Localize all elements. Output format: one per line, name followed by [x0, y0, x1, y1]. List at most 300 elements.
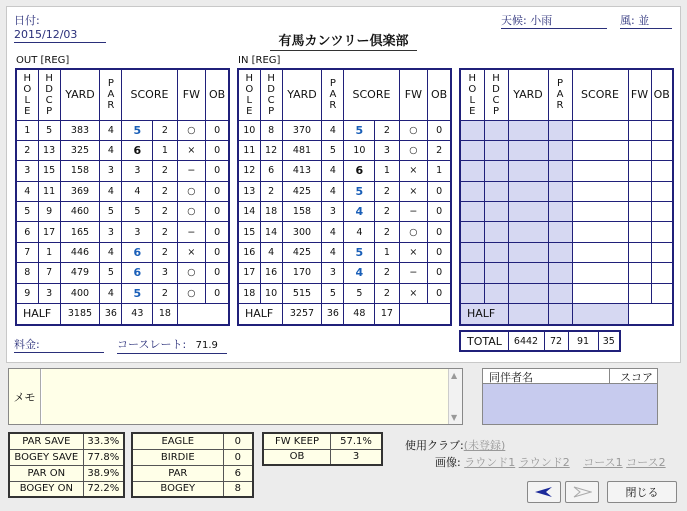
score-cell: 5: [344, 283, 375, 303]
hdcp-cell: 10: [260, 283, 282, 303]
empty-cell: [548, 120, 572, 140]
stat-value: 3: [331, 449, 382, 465]
empty-cell: [548, 242, 572, 262]
score-cell: 5: [344, 181, 375, 201]
empty-hole-row: [460, 181, 673, 201]
hdcp-cell: 5: [38, 120, 60, 140]
hole-cell: 9: [16, 283, 38, 303]
hole-cell: 15: [238, 222, 260, 242]
next-button[interactable]: [565, 481, 599, 503]
empty-hole-row: [460, 140, 673, 160]
par-cell: 5: [100, 263, 122, 283]
par-cell: 4: [322, 181, 344, 201]
fw-cell: ×: [177, 140, 206, 160]
extra-score-table: [459, 68, 674, 326]
arrow-right-icon: [572, 486, 592, 498]
hole-row: [16, 263, 229, 283]
hole-cell: 8: [16, 263, 38, 283]
hole-cell: 10: [238, 120, 260, 140]
empty-hole-row: [460, 222, 673, 242]
stat-label: BIRDIE: [132, 449, 223, 465]
putts-cell: 2: [153, 283, 177, 303]
empty-cell: [508, 140, 548, 160]
hole-cell: 2: [16, 140, 38, 160]
score-cell: 4: [344, 222, 375, 242]
wind-field: 風: 並: [620, 14, 672, 29]
hole-row: [238, 140, 451, 160]
stat-label: BOGEY ON: [9, 481, 83, 497]
ob-cell: 0: [206, 222, 229, 242]
club-name: 有馬カンツリー倶楽部: [270, 34, 417, 51]
ob-cell: 0: [428, 263, 451, 283]
empty-cell: [484, 263, 508, 283]
yard-cell: 370: [282, 120, 322, 140]
arrow-left-icon: [534, 486, 554, 498]
empty-cell: [508, 222, 548, 242]
putts-cell: 3: [375, 140, 399, 160]
empty-cell: [508, 283, 548, 303]
empty-cell: [484, 283, 508, 303]
stat-label: EAGLE: [132, 433, 223, 449]
hdcp-cell: 11: [38, 181, 60, 201]
fw-cell: ×: [399, 242, 428, 262]
empty-hole-row: [460, 120, 673, 140]
par-cell: 5: [100, 202, 122, 222]
score-cell: 5: [122, 283, 153, 303]
stat-value: 0: [223, 449, 253, 465]
putts-cell: 2: [375, 202, 399, 222]
scroll-down-icon[interactable]: ▼: [451, 413, 458, 422]
hole-cell: 11: [238, 140, 260, 160]
stats-table-counts: [131, 432, 254, 498]
stat-row: [9, 481, 124, 497]
hdcp-cell: 18: [260, 202, 282, 222]
putts-cell: 1: [153, 140, 177, 160]
par-cell: 3: [100, 222, 122, 242]
image-link-round1[interactable]: ラウンド1: [464, 456, 516, 469]
putts-cell: 2: [153, 120, 177, 140]
empty-cell: [572, 263, 628, 283]
col-fw: FW: [177, 69, 206, 120]
yard-cell: 383: [60, 120, 100, 140]
stat-value: 77.8%: [83, 449, 124, 465]
hole-row: [238, 242, 451, 262]
stat-row: [132, 481, 253, 497]
out-half-row: HALF 3185 36 43 18: [16, 304, 229, 325]
putts-cell: 2: [375, 283, 399, 303]
empty-cell: [628, 263, 651, 283]
empty-cell: [651, 161, 673, 181]
empty-cell: [460, 222, 484, 242]
empty-cell: [628, 283, 651, 303]
par-cell: 4: [100, 242, 122, 262]
col-hdcp: H D C P: [38, 69, 60, 120]
empty-cell: [628, 222, 651, 242]
stat-label: PAR SAVE: [9, 433, 83, 449]
stat-label: PAR ON: [9, 465, 83, 481]
stat-label: FW KEEP: [263, 433, 331, 449]
ob-cell: 1: [428, 161, 451, 181]
images-label: 画像:: [435, 456, 461, 469]
empty-cell: [460, 202, 484, 222]
ob-cell: 0: [428, 242, 451, 262]
col-fw: FW: [628, 69, 651, 120]
par-cell: 3: [322, 263, 344, 283]
empty-cell: [508, 161, 548, 181]
out-title: OUT [REG]: [16, 55, 70, 66]
empty-cell: [460, 242, 484, 262]
companions-body[interactable]: [483, 384, 657, 424]
empty-cell: [484, 222, 508, 242]
hole-cell: 1: [16, 120, 38, 140]
col-score: SCORE: [344, 69, 399, 120]
stat-value: 33.3%: [83, 433, 124, 449]
empty-cell: [548, 181, 572, 201]
empty-cell: [548, 222, 572, 242]
par-cell: 4: [322, 120, 344, 140]
ob-cell: 0: [206, 263, 229, 283]
empty-cell: [651, 263, 673, 283]
stat-value: 72.2%: [83, 481, 124, 497]
empty-cell: [460, 181, 484, 201]
hole-row: [238, 181, 451, 201]
score-cell: 10: [344, 140, 375, 160]
score-cell: 3: [122, 222, 153, 242]
score-cell: 3: [122, 161, 153, 181]
putts-cell: 1: [375, 161, 399, 181]
hole-row: [16, 140, 229, 160]
fw-cell: ○: [399, 222, 428, 242]
yard-cell: 325: [60, 140, 100, 160]
hdcp-cell: 8: [260, 120, 282, 140]
score-cell: 6: [122, 140, 153, 160]
empty-cell: [508, 242, 548, 262]
fw-cell: ×: [177, 242, 206, 262]
empty-cell: [484, 161, 508, 181]
hole-cell: 6: [16, 222, 38, 242]
hole-row: [238, 120, 451, 140]
hole-row: [16, 161, 229, 181]
hdcp-cell: 4: [260, 242, 282, 262]
image-link-course2[interactable]: コース2: [626, 456, 666, 469]
empty-cell: [460, 263, 484, 283]
empty-cell: [628, 181, 651, 201]
total-table: TOTAL 6442 72 91 35: [459, 330, 621, 352]
stat-row: [9, 465, 124, 481]
empty-cell: [572, 181, 628, 201]
empty-cell: [628, 161, 651, 181]
empty-cell: [460, 120, 484, 140]
prev-button[interactable]: [527, 481, 561, 503]
stat-row: [263, 449, 382, 465]
course-rate-value: 71.9: [195, 340, 218, 351]
score-cell: 5: [344, 120, 375, 140]
yard-cell: 425: [282, 242, 322, 262]
hdcp-cell: 15: [38, 161, 60, 181]
empty-cell: [508, 202, 548, 222]
fw-cell: ○: [399, 120, 428, 140]
fw-cell: −: [399, 263, 428, 283]
hole-row: [16, 222, 229, 242]
empty-cell: [651, 283, 673, 303]
course-rate-label: コースレート:: [117, 338, 187, 351]
par-cell: 4: [322, 161, 344, 181]
putts-cell: 2: [375, 222, 399, 242]
fw-cell: ○: [177, 202, 206, 222]
col-par: P A R: [322, 69, 344, 120]
stat-label: BOGEY: [132, 481, 223, 497]
course-rate-field: [117, 338, 227, 354]
col-ob: OB: [428, 69, 451, 120]
club-used: [405, 437, 505, 453]
close-button[interactable]: 閉じる: [607, 481, 677, 503]
par-cell: 3: [322, 202, 344, 222]
empty-cell: [572, 202, 628, 222]
yard-cell: 165: [60, 222, 100, 242]
empty-cell: [460, 140, 484, 160]
hole-cell: 14: [238, 202, 260, 222]
empty-cell: [548, 161, 572, 181]
scroll-up-icon[interactable]: ▲: [451, 371, 458, 380]
stat-label: OB: [263, 449, 331, 465]
empty-cell: [548, 263, 572, 283]
companion-score-header[interactable]: スコア: [620, 371, 653, 384]
stat-value: 57.1%: [331, 433, 382, 449]
stat-row: [9, 433, 124, 449]
score-cell: 4: [344, 263, 375, 283]
ob-cell: 0: [206, 283, 229, 303]
col-par: P A R: [548, 69, 572, 120]
putts-cell: 2: [153, 222, 177, 242]
hole-row: [238, 202, 451, 222]
ob-cell: 0: [206, 202, 229, 222]
putts-cell: 1: [375, 242, 399, 262]
yard-cell: 460: [60, 202, 100, 222]
yard-cell: 481: [282, 140, 322, 160]
empty-cell: [628, 202, 651, 222]
empty-cell: [484, 202, 508, 222]
club-used-link[interactable]: (未登録): [463, 439, 506, 452]
col-hole: H O L E: [16, 69, 38, 120]
col-hdcp: H D C P: [484, 69, 508, 120]
yard-cell: 515: [282, 283, 322, 303]
empty-cell: [572, 283, 628, 303]
yard-cell: 425: [282, 181, 322, 201]
fw-cell: −: [399, 202, 428, 222]
yard-cell: 400: [60, 283, 100, 303]
col-yard: YARD: [60, 69, 100, 120]
empty-cell: [572, 242, 628, 262]
yard-cell: 369: [60, 181, 100, 201]
weather-field: 天候: 小雨: [501, 14, 607, 29]
empty-cell: [572, 140, 628, 160]
putts-cell: 2: [153, 181, 177, 201]
hdcp-cell: 16: [260, 263, 282, 283]
empty-cell: [484, 242, 508, 262]
ob-cell: 2: [428, 140, 451, 160]
stats-table-rates: [8, 432, 125, 498]
hole-cell: 18: [238, 283, 260, 303]
in-title: IN [REG]: [238, 55, 281, 66]
empty-cell: [572, 120, 628, 140]
fw-cell: ○: [177, 263, 206, 283]
stat-row: [9, 449, 124, 465]
ob-cell: 0: [206, 181, 229, 201]
fw-cell: ○: [177, 120, 206, 140]
par-cell: 5: [322, 140, 344, 160]
score-cell: 4: [344, 202, 375, 222]
fw-cell: −: [177, 222, 206, 242]
yard-cell: 170: [282, 263, 322, 283]
hole-row: [16, 120, 229, 140]
stat-row: [263, 433, 382, 449]
hdcp-cell: 12: [260, 140, 282, 160]
empty-cell: [651, 120, 673, 140]
extra-half-row: HALF: [460, 304, 673, 325]
col-yard: YARD: [508, 69, 548, 120]
par-cell: 4: [322, 242, 344, 262]
memo-box: [8, 368, 463, 425]
empty-cell: [484, 120, 508, 140]
empty-cell: [548, 202, 572, 222]
col-fw: FW: [399, 69, 428, 120]
par-cell: 4: [100, 283, 122, 303]
par-cell: 3: [100, 161, 122, 181]
empty-hole-row: [460, 283, 673, 303]
hole-cell: 3: [16, 161, 38, 181]
hole-row: [238, 263, 451, 283]
empty-hole-row: [460, 202, 673, 222]
memo-textarea[interactable]: [42, 369, 448, 424]
hole-row: [16, 283, 229, 303]
hole-row: [16, 242, 229, 262]
col-par: P A R: [100, 69, 122, 120]
empty-hole-row: [460, 242, 673, 262]
empty-hole-row: [460, 161, 673, 181]
date-field: 日付: 2015/12/03: [14, 14, 106, 43]
empty-cell: [460, 161, 484, 181]
stat-value: 38.9%: [83, 465, 124, 481]
hole-cell: 7: [16, 242, 38, 262]
putts-cell: 2: [375, 120, 399, 140]
hole-row: [238, 222, 451, 242]
yard-cell: 479: [60, 263, 100, 283]
ob-cell: 0: [428, 202, 451, 222]
fw-cell: −: [177, 161, 206, 181]
images-row: [435, 454, 666, 470]
empty-cell: [508, 263, 548, 283]
hdcp-cell: 17: [38, 222, 60, 242]
hole-row: [16, 181, 229, 201]
col-yard: YARD: [282, 69, 322, 120]
empty-cell: [572, 161, 628, 181]
ob-cell: 0: [428, 181, 451, 201]
col-ob: OB: [651, 69, 673, 120]
empty-cell: [628, 242, 651, 262]
hole-cell: 13: [238, 181, 260, 201]
hole-row: [238, 283, 451, 303]
empty-cell: [508, 181, 548, 201]
hole-cell: 12: [238, 161, 260, 181]
yard-cell: 446: [60, 242, 100, 262]
empty-cell: [484, 181, 508, 201]
score-cell: 5: [344, 242, 375, 262]
stat-row: [132, 465, 253, 481]
fee-field: 料金:: [14, 338, 104, 353]
putts-cell: 2: [375, 181, 399, 201]
out-score-table: [15, 68, 230, 326]
stat-value: 6: [223, 465, 253, 481]
putts-cell: 2: [153, 202, 177, 222]
memo-scrollbar[interactable]: [448, 369, 462, 424]
score-cell: 5: [122, 202, 153, 222]
stat-label: BOGEY SAVE: [9, 449, 83, 465]
ob-cell: 0: [206, 140, 229, 160]
fw-cell: ×: [399, 161, 428, 181]
stat-row: [132, 449, 253, 465]
image-link-round2[interactable]: ラウンド2: [518, 456, 570, 469]
empty-cell: [651, 140, 673, 160]
score-cell: 4: [122, 181, 153, 201]
ob-cell: 0: [428, 222, 451, 242]
putts-cell: 2: [375, 263, 399, 283]
ob-cell: 0: [206, 242, 229, 262]
col-hole: H O L E: [460, 69, 484, 120]
companion-name-header[interactable]: 同伴者名: [483, 369, 610, 383]
score-cell: 6: [122, 242, 153, 262]
image-link-course1[interactable]: コース1: [583, 456, 623, 469]
empty-cell: [572, 222, 628, 242]
par-cell: 4: [100, 140, 122, 160]
empty-cell: [548, 140, 572, 160]
par-cell: 5: [322, 283, 344, 303]
empty-cell: [651, 242, 673, 262]
putts-cell: 2: [153, 242, 177, 262]
fw-cell: ×: [399, 181, 428, 201]
stat-row: [132, 433, 253, 449]
hdcp-cell: 6: [260, 161, 282, 181]
par-cell: 4: [100, 120, 122, 140]
empty-cell: [508, 120, 548, 140]
in-score-table: [237, 68, 452, 326]
stat-value: 0: [223, 433, 253, 449]
hdcp-cell: 13: [38, 140, 60, 160]
col-hdcp: H D C P: [260, 69, 282, 120]
hole-cell: 17: [238, 263, 260, 283]
memo-label: メモ: [9, 369, 41, 424]
fw-cell: ○: [399, 140, 428, 160]
empty-cell: [651, 202, 673, 222]
hdcp-cell: 1: [38, 242, 60, 262]
ob-cell: 0: [428, 283, 451, 303]
hdcp-cell: 3: [38, 283, 60, 303]
col-score: SCORE: [122, 69, 177, 120]
par-cell: 4: [100, 181, 122, 201]
empty-cell: [651, 222, 673, 242]
col-hole: H O L E: [238, 69, 260, 120]
empty-cell: [628, 120, 651, 140]
empty-cell: [460, 283, 484, 303]
hole-cell: 4: [16, 181, 38, 201]
companions-list[interactable]: [482, 368, 658, 425]
stats-table-fairway: [262, 432, 383, 466]
ob-cell: 0: [428, 120, 451, 140]
empty-cell: [548, 283, 572, 303]
stat-value: 8: [223, 481, 253, 497]
putts-cell: 3: [153, 263, 177, 283]
hole-row: [16, 202, 229, 222]
score-cell: 6: [122, 263, 153, 283]
